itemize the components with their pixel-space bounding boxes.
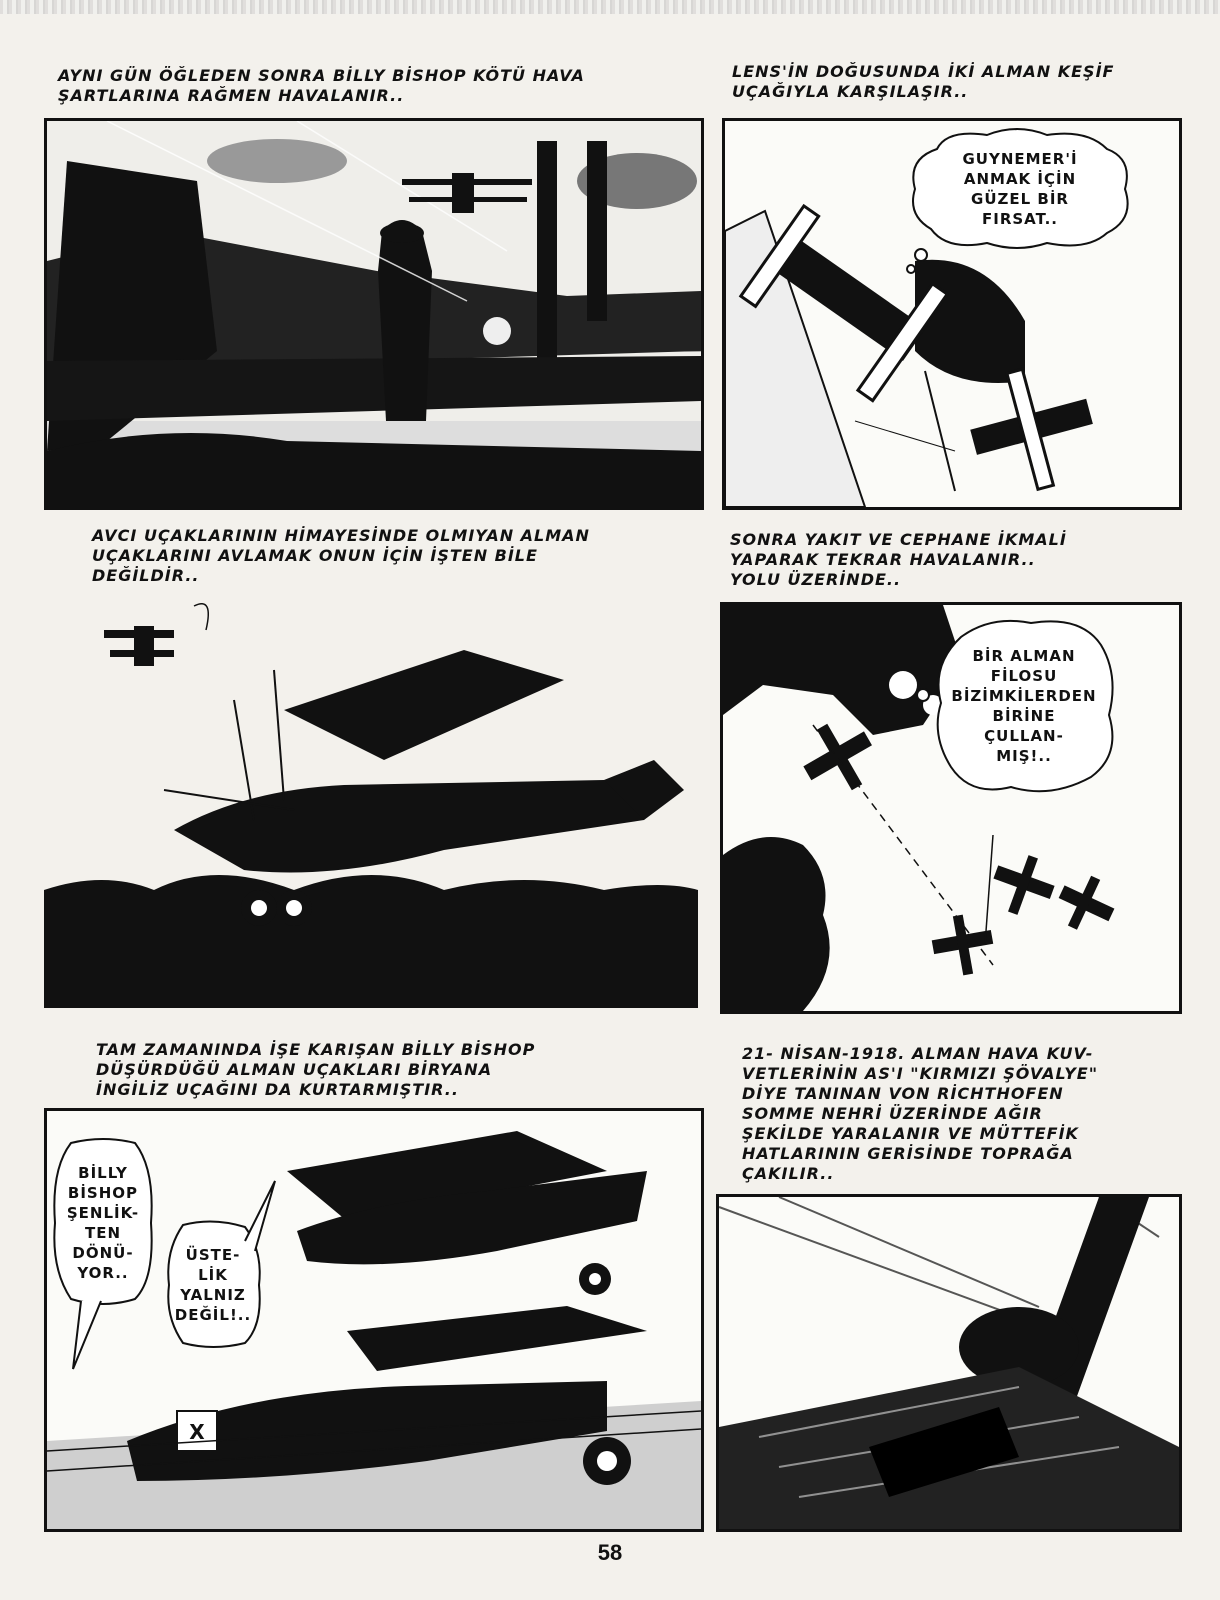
balloon-text-billy: BİLLY BİSHOP ŞENLİK- TEN DÖNÜ- YOR.. bbox=[66, 1164, 140, 1282]
caption-panel-6: 21- NİSAN-1918. ALMAN HAVA KUV- VETLERİNİN AS'I "KIRMIZI ŞÖVALYE" DİYE TANINAN VON RİCHTHOFEN SOMME NEHRİ ÜZERİNDE AĞIR ŞEKİLDE YARALANIR VE MÜTTEFİK HATLARININ GERİSİNDE TOPRAĞA ÇAKILIR.. bbox=[742, 1044, 1099, 1183]
thought-balloon-guynemer bbox=[907, 129, 1133, 249]
panel-1-airfield bbox=[44, 118, 704, 510]
balloon-text-guynemer: GUYNEMER'İ ANMAK İÇİN GÜZEL BİR FIRSAT.. bbox=[962, 150, 1078, 228]
balloon-text-squadron: BİR ALMAN FİLOSU BİZİMKİLERDEN BİRİNE ÇULLAN- MIŞ!.. bbox=[951, 647, 1097, 765]
panel-6-art bbox=[719, 1197, 1179, 1529]
caption-panel-5: TAM ZAMANINDA İŞE KARIŞAN BİLLY BİSHOP DÜŞÜRDÜĞÜ ALMAN UÇAKLARI BİRYANA İNGİLİZ UÇAĞINI DA KURTARMIŞTIR.. bbox=[96, 1040, 536, 1099]
balloon-text-not-alone: ÜSTE- LİK YALNIZ DEĞİL!.. bbox=[174, 1246, 252, 1324]
plane-marking: X bbox=[189, 1420, 205, 1444]
page-number: 58 bbox=[597, 1540, 623, 1565]
panel-3-art bbox=[44, 590, 698, 1008]
panel-5-return bbox=[44, 1108, 704, 1532]
panel-6-crash bbox=[716, 1194, 1182, 1532]
caption-panel-4: SONRA YAKIT VE CEPHANE İKMALİ YAPARAK TEKRAR HAVALANIR.. YOLU ÜZERİNDE.. bbox=[730, 530, 1067, 589]
panel-4-squadron bbox=[720, 602, 1182, 1014]
panel-3-dogfight bbox=[44, 590, 698, 1008]
panel-2-recon-planes bbox=[722, 118, 1182, 510]
speech-balloon-billy bbox=[51, 1139, 155, 1307]
panel-1-art bbox=[47, 121, 701, 507]
speech-balloon-not-alone bbox=[165, 1221, 261, 1349]
caption-panel-2: LENS'İN DOĞUSUNDA İKİ ALMAN KEŞİF UÇAĞIYLA KARŞILAŞIR.. bbox=[732, 62, 1115, 101]
scan-edge bbox=[0, 0, 1220, 14]
thought-balloon-squadron bbox=[931, 615, 1117, 797]
caption-panel-1: AYNI GÜN ÖĞLEDEN SONRA BİLLY BİSHOP KÖTÜ HAVA ŞARTLARINA RAĞMEN HAVALANIR.. bbox=[58, 66, 585, 105]
caption-panel-3: AVCI UÇAKLARININ HİMAYESİNDE OLMIYAN ALMAN UÇAKLARINI AVLAMAK ONUN İÇİN İŞTEN BİLE DEĞİLDİR.. bbox=[92, 526, 590, 585]
